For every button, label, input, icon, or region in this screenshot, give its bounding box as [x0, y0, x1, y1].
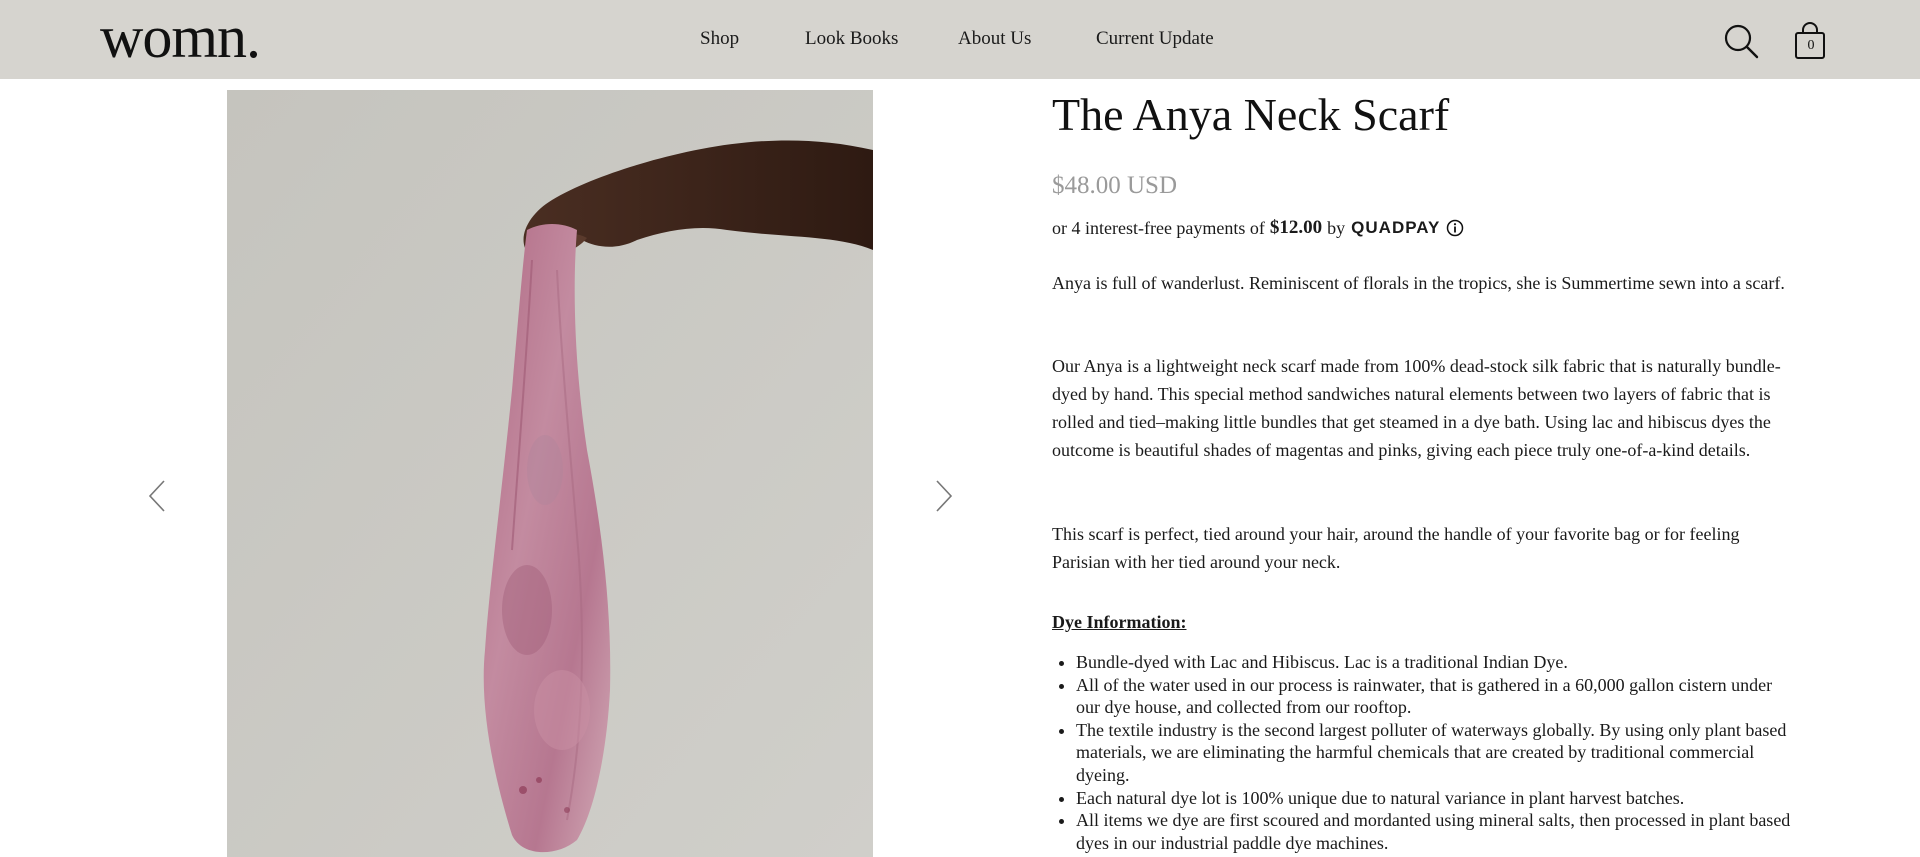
- product-price: $48.00 USD: [1052, 172, 1178, 199]
- list-item: • Bundle-dyed with Lac and Hibiscus. Lac is a traditional Indian Dye.: [1076, 651, 1792, 674]
- cart-count: 0: [1807, 38, 1815, 53]
- nav-shop[interactable]: Shop: [700, 28, 740, 49]
- quadpay-prefix: or 4 interest-free payments of: [1052, 217, 1265, 238]
- list-item: • All items we dye are first scoured and mordanted using mineral salts, then processed in plant based dyes in our industrial paddle dye machines.: [1076, 809, 1792, 854]
- nav-look-books[interactable]: Look Books: [805, 28, 899, 49]
- description-paragraph: Our Anya is a lightweight neck scarf made from 100% dead-stock silk fabric that is naturally bundle-dyed by hand. This special method sandwiches natural elements between two layers of fabric that is rolled and tied–making little bundles that get steamed in a dye bath. Using lac and hibiscus dyes the outcome is beautiful shades of magentas and pinks, giving each piece truly one-of-a-kind details.: [1052, 356, 1781, 460]
- nav-about-us[interactable]: About Us: [958, 28, 1032, 49]
- logo[interactable]: womn.: [100, 4, 260, 70]
- scarf-photo: [227, 90, 873, 857]
- dye-info-heading: Dye Information:: [1052, 612, 1187, 632]
- description-paragraph: Anya is full of wanderlust. Reminiscent of florals in the tropics, she is Summertime sewn into a scarf.: [1052, 273, 1785, 293]
- quadpay-amount: $12.00: [1269, 217, 1323, 238]
- quadpay-by: by: [1327, 217, 1346, 238]
- info-icon[interactable]: [1446, 219, 1464, 237]
- product-image: [227, 90, 873, 857]
- description-paragraph: This scarf is perfect, tied around your hair, around the handle of your favorite bag or for feeling Parisian with her tied around your neck.: [1052, 524, 1740, 572]
- site-header: [0, 0, 1920, 79]
- chevron-right-icon[interactable]: [933, 478, 955, 514]
- list-item: • All of the water used in our process is rainwater, that is gathered in a 60,000 gallon cistern under our dye house, and collected from our rooftop.: [1076, 674, 1792, 719]
- chevron-left-icon[interactable]: [146, 478, 168, 514]
- quadpay-logo: QUADPAY: [1351, 218, 1441, 237]
- product-title: The Anya Neck Scarf: [1052, 89, 1450, 140]
- dye-info-list: [1076, 651, 1792, 854]
- quadpay-installments: [1052, 217, 1464, 239]
- nav-current-update[interactable]: Current Update: [1096, 28, 1214, 49]
- search-icon[interactable]: [1723, 23, 1759, 59]
- list-item: • Each natural dye lot is 100% unique due to natural variance in plant harvest batches.: [1076, 787, 1792, 810]
- list-item: • The textile industry is the second largest polluter of waterways globally. By using only plant based materials, we are eliminating the harmful chemicals that are created by traditional commercial dyeing.: [1076, 719, 1792, 787]
